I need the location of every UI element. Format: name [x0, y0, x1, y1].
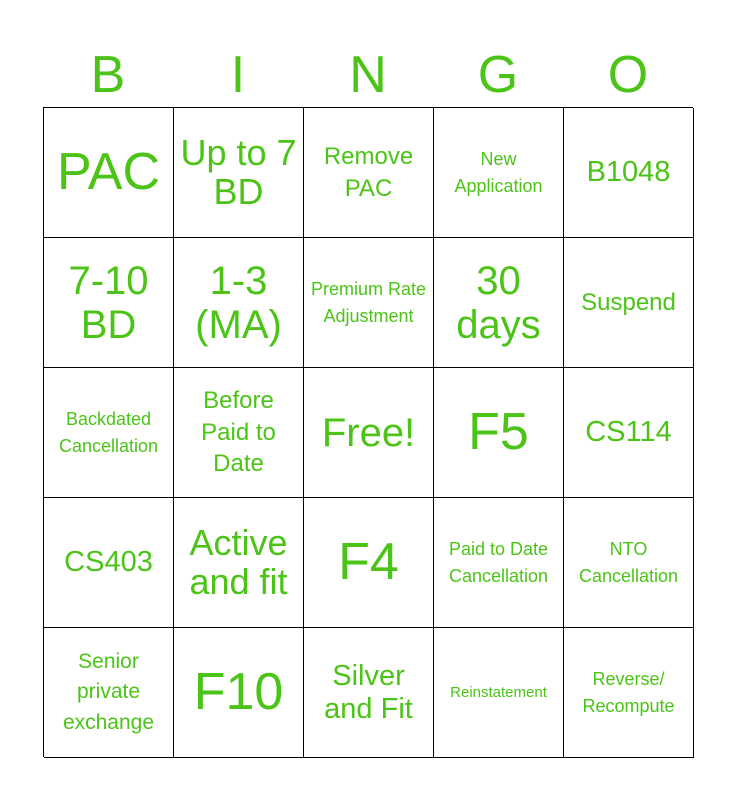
bingo-cell[interactable]: F4 — [304, 498, 434, 628]
bingo-cell[interactable]: Up to 7 BD — [174, 108, 304, 238]
bingo-cell[interactable]: PAC — [44, 108, 174, 238]
free-space[interactable]: Free! — [304, 368, 434, 498]
bingo-cell[interactable]: CS403 — [44, 498, 174, 628]
bingo-cell[interactable]: Silver and Fit — [304, 628, 434, 758]
bingo-cell[interactable]: Paid to Date Cancellation — [434, 498, 564, 628]
bingo-cell[interactable]: F5 — [434, 368, 564, 498]
bingo-cell[interactable]: Suspend — [564, 238, 694, 368]
header-letter-i: I — [230, 46, 246, 104]
bingo-cell[interactable]: Backdated Cancellation — [44, 368, 174, 498]
bingo-cell[interactable]: B1048 — [564, 108, 694, 238]
bingo-board — [43, 107, 693, 757]
bingo-cell[interactable]: Active and fit — [174, 498, 304, 628]
bingo-cell[interactable]: Reverse/ Recompute — [564, 628, 694, 758]
bingo-header — [43, 42, 693, 108]
header-letter-g: G — [477, 46, 519, 104]
header-letter-o: O — [607, 46, 649, 104]
bingo-cell[interactable]: Senior private exchange — [44, 628, 174, 758]
bingo-cell[interactable]: New Application — [434, 108, 564, 238]
bingo-cell[interactable]: Premium Rate Adjustment — [304, 238, 434, 368]
header-letter-b: B — [90, 46, 126, 104]
bingo-cell[interactable]: F10 — [174, 628, 304, 758]
bingo-cell[interactable]: Remove PAC — [304, 108, 434, 238]
bingo-cell[interactable]: Before Paid to Date — [174, 368, 304, 498]
bingo-cell[interactable]: Reinstatement — [434, 628, 564, 758]
header-letter-n: N — [349, 46, 387, 104]
bingo-cell[interactable]: CS114 — [564, 368, 694, 498]
bingo-cell[interactable]: 30 days — [434, 238, 564, 368]
bingo-cell[interactable]: 1-3 (MA) — [174, 238, 304, 368]
bingo-cell[interactable]: 7-10 BD — [44, 238, 174, 368]
bingo-cell[interactable]: NTO Cancellation — [564, 498, 694, 628]
